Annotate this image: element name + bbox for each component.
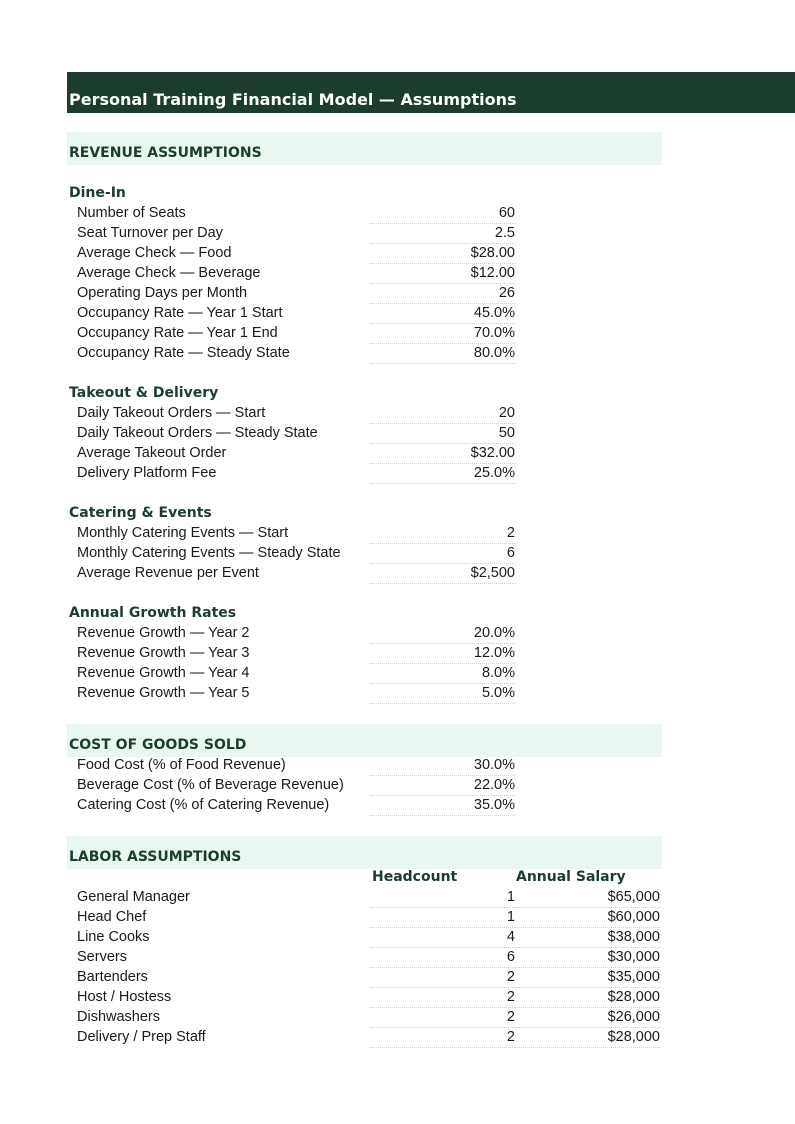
dine-in-row-label: Average Check — Beverage (77, 265, 261, 281)
labor-row-headcount: 2 (370, 1008, 515, 1028)
takeout-row-value: 20 (370, 404, 515, 424)
catering-row-value: 2 (370, 524, 515, 544)
catering-heading: Catering & Events (69, 505, 212, 521)
catering-row-label: Monthly Catering Events — Steady State (77, 545, 341, 561)
cogs-section-title: COST OF GOODS SOLD (69, 737, 247, 753)
dine-in-heading: Dine-In (69, 185, 126, 201)
cogs-row-label: Catering Cost (% of Catering Revenue) (77, 797, 330, 813)
labor-row-headcount: 1 (370, 888, 515, 908)
labor-row-salary: $60,000 (515, 908, 660, 928)
dine-in-row-value: $28.00 (370, 244, 515, 264)
labor-row-salary: $28,000 (515, 1028, 660, 1048)
growth-heading: Annual Growth Rates (69, 605, 237, 621)
dine-in-row-value: 26 (370, 284, 515, 304)
dine-in-row-label: Occupancy Rate — Year 1 End (77, 325, 278, 341)
dine-in-row-label: Number of Seats (77, 205, 186, 221)
cogs-row-label: Food Cost (% of Food Revenue) (77, 757, 286, 773)
growth-row-label: Revenue Growth — Year 3 (77, 645, 250, 661)
growth-row-label: Revenue Growth — Year 4 (77, 665, 250, 681)
labor-row-label: General Manager (77, 889, 190, 905)
page-title: Personal Training Financial Model — Assumptions (67, 72, 795, 113)
dine-in-row-value: 45.0% (370, 304, 515, 324)
dine-in-row-value: 80.0% (370, 344, 515, 364)
revenue-section-title: REVENUE ASSUMPTIONS (69, 145, 262, 161)
takeout-row-label: Daily Takeout Orders — Steady State (77, 425, 318, 441)
cogs-row-value: 22.0% (370, 776, 515, 796)
labor-row-salary: $26,000 (515, 1008, 660, 1028)
dine-in-row-label: Occupancy Rate — Year 1 Start (77, 305, 283, 321)
cogs-row-value: 30.0% (370, 756, 515, 776)
labor-row-label: Delivery / Prep Staff (77, 1029, 206, 1045)
dine-in-row-label: Operating Days per Month (77, 285, 248, 301)
catering-row-value: 6 (370, 544, 515, 564)
labor-row-salary: $30,000 (515, 948, 660, 968)
takeout-row-value: 50 (370, 424, 515, 444)
growth-row-value: 20.0% (370, 624, 515, 644)
labor-row-headcount: 2 (370, 988, 515, 1008)
labor-row-headcount: 6 (370, 948, 515, 968)
salary-column-header: Annual Salary (516, 869, 626, 885)
labor-row-salary: $38,000 (515, 928, 660, 948)
cogs-row-value: 35.0% (370, 796, 515, 816)
catering-row-label: Average Revenue per Event (77, 565, 259, 581)
labor-row-label: Line Cooks (77, 929, 150, 945)
dine-in-row-value: 60 (370, 204, 515, 224)
catering-row-label: Monthly Catering Events — Start (77, 525, 289, 541)
takeout-row-label: Average Takeout Order (77, 445, 227, 461)
labor-section-title: LABOR ASSUMPTIONS (69, 849, 242, 865)
growth-row-label: Revenue Growth — Year 2 (77, 625, 250, 641)
labor-row-label: Bartenders (77, 969, 148, 985)
dine-in-row-value: $12.00 (370, 264, 515, 284)
growth-row-label: Revenue Growth — Year 5 (77, 685, 250, 701)
labor-row-label: Servers (77, 949, 127, 965)
labor-row-salary: $35,000 (515, 968, 660, 988)
labor-row-label: Head Chef (77, 909, 147, 925)
labor-row-headcount: 2 (370, 1028, 515, 1048)
growth-row-value: 12.0% (370, 644, 515, 664)
takeout-heading: Takeout & Delivery (69, 385, 219, 401)
labor-row-salary: $65,000 (515, 888, 660, 908)
catering-row-value: $2,500 (370, 564, 515, 584)
cogs-row-label: Beverage Cost (% of Beverage Revenue) (77, 777, 344, 793)
takeout-row-label: Daily Takeout Orders — Start (77, 405, 266, 421)
dine-in-row-value: 70.0% (370, 324, 515, 344)
takeout-row-label: Delivery Platform Fee (77, 465, 217, 481)
labor-row-label: Dishwashers (77, 1009, 160, 1025)
growth-row-value: 8.0% (370, 664, 515, 684)
takeout-row-value: 25.0% (370, 464, 515, 484)
dine-in-row-label: Seat Turnover per Day (77, 225, 223, 241)
labor-row-label: Host / Hostess (77, 989, 172, 1005)
dine-in-row-label: Average Check — Food (77, 245, 232, 261)
headcount-column-header: Headcount (372, 869, 458, 885)
labor-row-headcount: 2 (370, 968, 515, 988)
labor-row-headcount: 1 (370, 908, 515, 928)
growth-row-value: 5.0% (370, 684, 515, 704)
labor-row-salary: $28,000 (515, 988, 660, 1008)
takeout-row-value: $32.00 (370, 444, 515, 464)
dine-in-row-value: 2.5 (370, 224, 515, 244)
labor-row-headcount: 4 (370, 928, 515, 948)
dine-in-row-label: Occupancy Rate — Steady State (77, 345, 290, 361)
